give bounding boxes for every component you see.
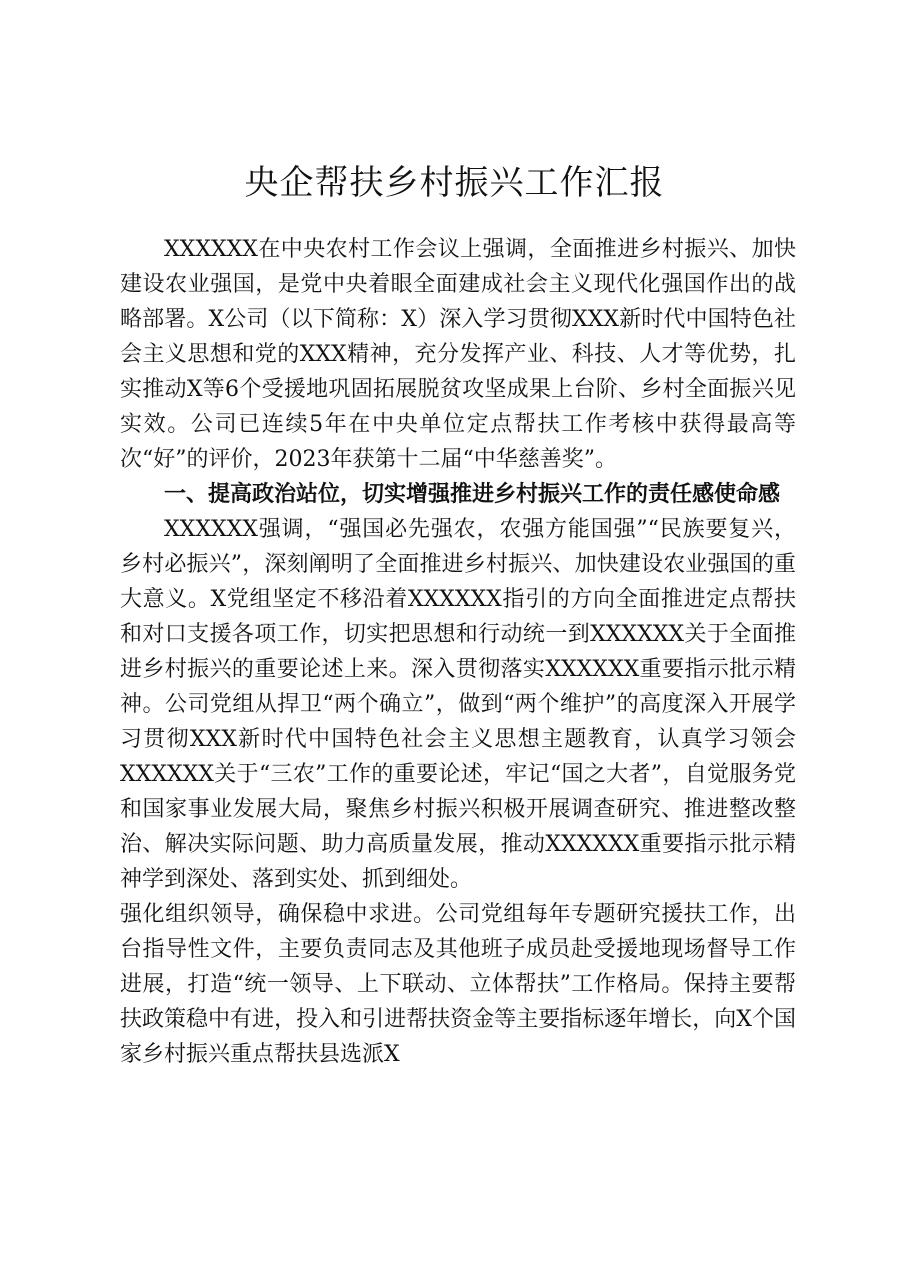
section-heading: 一、提高政治站位，切实增强推进乡村振兴工作的责任感使命感 bbox=[164, 482, 781, 507]
section-paragraph: XXXXXX强调，“强国必先强农，农强方能国强”“民族要复兴，乡村必振兴”，深刻阐明了全面推进乡村振兴、加快建设农业强国的重大意义。X党组坚定不移沿着XXXXXX指引的方向全面推进定点帮扶和对口支援各项工作，切实把思想和行动统一到XXXXXX关于全面推进乡村振兴的重要论述上来。深入贯彻落实XXXXXX重要指示批示精神。公司党组从捍卫“两个确立”，做到“两个维护”的高度深入开展学习贯彻XXX新时代中国特色社会主义思想主题教育，认真学习领会XXXXXX关于“三农”工作的重要论述，牢记“国之大者”，自觉服务党和国家事业发展大局，聚焦乡村振兴积极开展调查研究、推进整改整治、解决实际问题、助力高质量发展，推动XXXXXX重要指示批示精神学到深处、落到实处、抓到细处。 bbox=[120, 517, 796, 892]
section-paragraph: 强化组织领导，确保稳中求进。公司党组每年专题研究援扶工作，出台指导性文件，主要负责同志及其他班子成员赴受援地现场督导工作进展，打造“统一领导、上下联动、立体帮扶”工作格局。保持主要帮扶政策稳中有进，投入和引进帮扶资金等主要指标逐年增长，向X个国家乡村振兴重点帮扶县选派X bbox=[120, 902, 796, 1067]
document-body bbox=[120, 232, 796, 1072]
intro-paragraph: XXXXXX在中央农村工作会议上强调，全面推进乡村振兴、加快建设农业强国，是党中央着眼全面建成社会主义现代化强国作出的战略部署。X公司（以下简称：X）深入学习贯彻XXX新时代中国特色社会主义思想和党的XXX精神，充分发挥产业、科技、人才等优势，扎实推动X等6个受援地巩固拓展脱贫攻坚成果上台阶、乡村全面振兴见实效。公司已连续5年在中央单位定点帮扶工作考核中获得最高等次“好”的评价，2023年获第十二届“中华慈善奖”。 bbox=[120, 237, 796, 472]
document-title: 央企帮扶乡村振兴工作汇报 bbox=[244, 163, 665, 203]
